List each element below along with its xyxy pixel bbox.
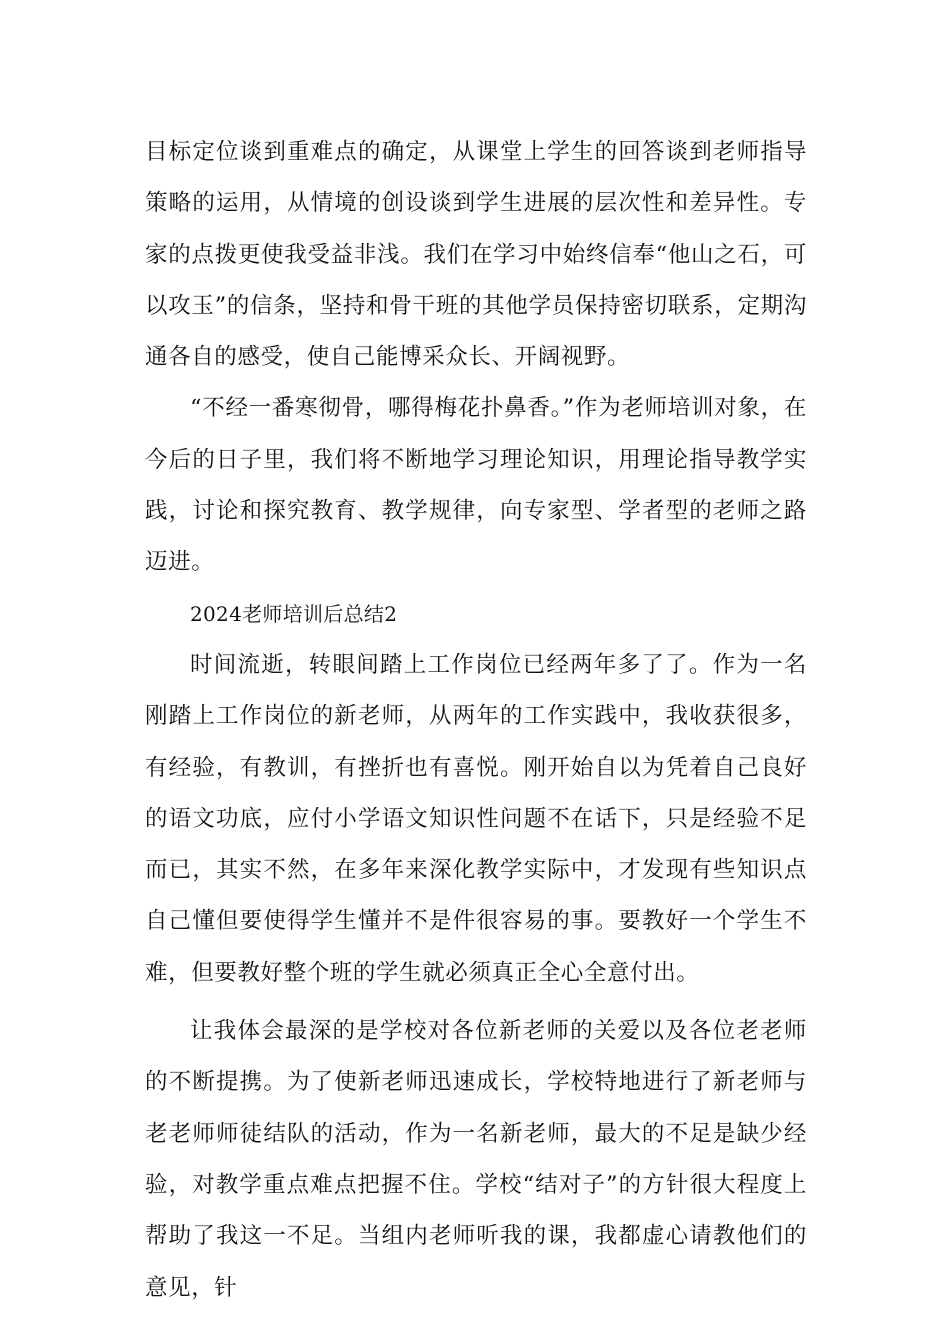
paragraph-continued: 目标定位谈到重难点的确定，从课堂上学生的回答谈到老师指导策略的运用，从情境的创设谈到学生进展的层次性和差异性。专家的点拨更使我受益非浅。我们在学习中始终信奉“他山之石，可以攻玉”的信条，坚持和骨干班的其他学员保持密切联系，定期沟通各自的感受，使自己能博采众长、开阔视野。 — [145, 139, 807, 371]
paragraph-intro: 时间流逝，转眼间踏上工作岗位已经两年多了了。作为一名刚踏上工作岗位的新老师，从两年的工作实践中，我收获很多，有经验，有教训，有挫折也有喜悦。刚开始自以为凭着自己良好的语文功底，应付小学语文知识性问题不在话下，只是经验不足而已，其实不然，在多年来深化教学实际中，才发现有些知识点自己懂但要使得学生懂并不是件很容易的事。要教好一个学生不难，但要教好整个班的学生就必须真正全心全意付出。 — [145, 651, 807, 986]
document-body — [145, 127, 807, 1314]
section-heading: 2024老师培训后总结2 — [190, 601, 398, 626]
paragraph-quote: “不经一番寒彻骨，哪得梅花扑鼻香。”作为老师培训对象，在今后的日子里，我们将不断地学习理论知识，用理论指导教学实践，讨论和探究教育、教学规律，向专家型、学者型的老师之路迈进。 — [145, 395, 807, 576]
paragraph-mentoring: 让我体会最深的是学校对各位新老师的关爱以及各位老老师的不断提携。为了使新老师迅速成长，学校特地进行了新老师与老老师师徒结队的活动，作为一名新老师，最大的不足是缺少经验，对教学重点难点把握不住。学校“结对子”的方针很大程度上帮助了我这一不足。当组内老师听我的课，我都虚心请教他们的意见，针 — [145, 1018, 807, 1301]
